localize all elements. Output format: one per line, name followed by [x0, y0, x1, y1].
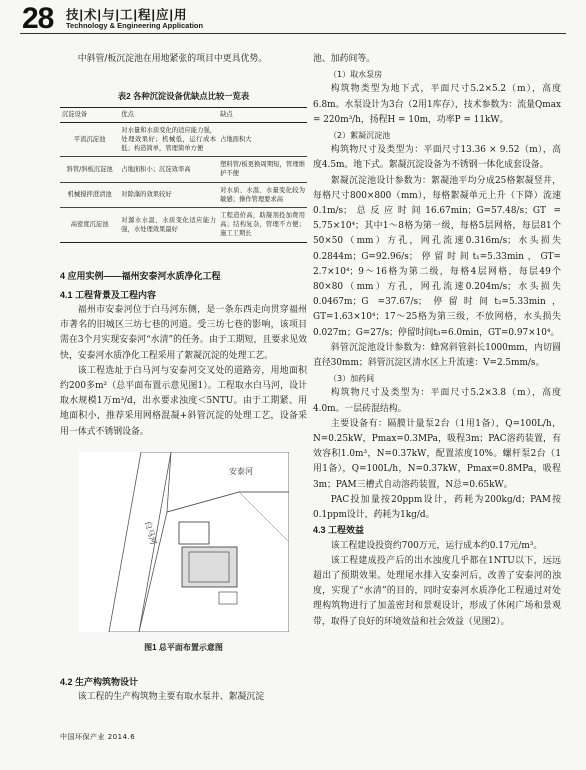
table-cell: 对水量和水质变化的适应能力强，处理效果好；机械低，运行成本低；构造简单，管理简单方便: [119, 122, 218, 157]
table-header-cell: 优点: [119, 108, 218, 122]
right-column: [313, 52, 561, 630]
intro-paragraph: 中斜管/板沉淀池在用地紧张的项目中更具优势。: [77, 54, 268, 64]
table-header-cell: 沉淀设备: [60, 108, 119, 122]
figure-label-antai-river: 安泰河: [228, 466, 253, 476]
paragraph-inclined-tube-params: 斜管沉淀池设计参数为：蜂窝斜管斜长1000mm，内切圆直径30mm；斜管沉淀区清水区上升流速：V=2.5mm/s。: [313, 342, 561, 369]
paragraph-flocculation-params: 絮凝沉淀池设计参数为：絮凝池平均分成25格絮凝竖井，每格尺寸800×800（mm），每格絮凝单元上升（下降）流速0.1m/s；总反应时间16.67min；G=57.48/s；GT = 5.75×10⁴；其中1～8格为第一级，每格5层网格，每层81个50×50（mm）方孔，网孔流速0.316m/s；水头损失0.2844m；G=92.96/s；停留时间t₁=5.33min，GT= 2.7×10⁴；9～16格为第二级，每格4层网格，每层49个80×80（mm）方孔，网孔流速0.204m/s；水头损失0.0467m；G =37.67/s；停留时间t₂=5.33min，GT=1.63×10⁴；17～25格为第三级，不放网格，水头损失0.027m；G=27/s；停留时间t₃=6.0min，GT=0.97×10⁴。: [313, 175, 561, 338]
paragraph-pump-house: 构筑物类型为地下式，平面尺寸5.2×5.2（m），高度6.8m。水泵设计为3台（2用1库存），技术参数为：流量Qmax = 220m³/h，扬程H = 10m，功率P = 11kW。: [313, 84, 561, 125]
table-cell: 高密度沉淀池: [60, 208, 119, 243]
site-plan-figure: [79, 452, 289, 632]
table-cell: 斜管/斜板沉淀池: [60, 157, 119, 182]
table-cell: 对水质、水温、水量变化较为敏感；操作管理要求高: [218, 182, 307, 207]
table-cell: 工程造价高，助凝剂投加费用高；结构复杂，管理不方便；施工工期长: [218, 208, 307, 243]
table-cell: 平流沉淀池: [60, 122, 119, 157]
section-title-cn: 技|术|与|工|程|应|用: [66, 8, 188, 22]
table-row: [60, 157, 307, 182]
table-cell: 对除藻的效果较好: [119, 182, 218, 207]
site-plan-drawing: [79, 452, 289, 632]
table-row: [60, 182, 307, 207]
page-number: 28: [22, 2, 54, 35]
table-caption: 表2 各种沉淀设备优缺点比较一览表: [117, 91, 250, 102]
table-header-cell: 缺点: [218, 108, 307, 122]
table-header-row: [60, 108, 307, 122]
table-cell: 占地面积大: [218, 122, 307, 157]
section-title-en: Technology & Engineering Application: [66, 21, 204, 30]
table-cell: 机械搅拌澄清池: [60, 182, 119, 207]
table-cell: 塑料管/板更换周期短，管理维护不便: [218, 157, 307, 182]
paragraph-site: 该工程选址于白马河与安泰河交叉处的道路旁，用地面积约200多m²（总平面布置示意见图1）。工程取水白马河，设计取水规模1万m³/d，出水要求浊度＜5NTU。由于工期紧、用地面积小，推荐采用网格混凝+斜管沉淀的处理工艺，设备采用一体式不锈钢设备。: [60, 365, 307, 437]
table-cell: 占地面积小；沉淀效率高: [119, 157, 218, 182]
table-row: [60, 208, 307, 243]
page-footer: 中国环保产业 2014.6: [60, 733, 136, 741]
figure-label-baima-river: 白马河: [142, 520, 158, 546]
subheading-pump-house: （1）取水泵房: [329, 70, 383, 80]
figure-1-caption: 图1 总平面布置示意图: [144, 642, 223, 652]
left-column: [60, 52, 307, 705]
paragraph-investment: 该工程建设投资约700万元，运行成本约0.17元/m³。: [330, 540, 543, 551]
subheading-dosing-room: （3）加药间: [329, 374, 375, 384]
paragraph-structures: 该工程的生产构筑物主要有取水泵井、絮凝沉淀: [77, 692, 265, 703]
header-rule: [20, 33, 566, 34]
paragraph-dosing-room: 构筑物尺寸及类型为：平面尺寸5.2×3.8（m），高度4.0m。一层砖混结构。: [313, 388, 561, 414]
subheading-flocculation-tank: （2）絮凝沉淀池: [329, 131, 391, 141]
paragraph-dosage: PAC投加量按20ppm设计，药耗为200kg/d；PAM按0.1ppm设计，药耗为1kg/d。: [313, 494, 561, 521]
paragraph-background: 福州市安泰河位于白马河东侧，是一条东西走向贯穿福州市著名的旧城区三坊七巷的河道。受三坊七巷的影响，该项目需在3个月实现安泰河“水清”的任务。由于工期短，且要求见效快，安泰河水质净化工程采用了絮凝沉淀的处理工艺。: [60, 305, 307, 361]
section-4-2-heading: 4.2 生产构筑物设计: [60, 677, 139, 688]
paragraph-benefits: 该工程建成投产后的出水浊度几乎都在1NTU以下，远远超出了预期效果。处理尾水排入安泰河后，改善了安泰河的浊度，实现了“水清”的目的，同时安泰河水质净化工程通过对处理构筑物进行了加盖密封和景观设计，形成了休闲广场和景观带，取得了良好的环境效益和社会效益（见图2）。: [313, 555, 561, 627]
table-row: [60, 122, 307, 157]
paragraph-continued: 池、加药间等。: [313, 54, 376, 64]
section-4-3-heading: 4.3 工程效益: [313, 525, 365, 536]
comparison-table: [60, 107, 307, 242]
section-4-1-heading: 4.1 工程背景及工程内容: [60, 289, 157, 300]
paragraph-tank-size: 构筑物尺寸及类型为：平面尺寸13.36 × 9.52（m），高度4.5m。地下式。絮凝沉淀设备为不锈钢一体化成套设备。: [313, 145, 561, 171]
table-cell: 对源水水温、水质变化适应能力强，水处理效果最好: [119, 208, 218, 243]
paragraph-equipment: 主要设备有：隔膜计量泵2台（1用1备），Q=100L/h，N=0.25kW，Pmax=0.3MPa，吸程3m；PAC溶药装置，有效容积1.0m³，N=0.37kW，配置浓度10%。螺杆泵2台（1用1备），Q=100L/h，N=0.37kW，Pmax=0.8MPa，吸程3m；PAM三槽式自动溶药装置，N总=0.65kW。: [313, 418, 561, 490]
section-4-heading: 4 应用实例——福州安泰河水质净化工程: [60, 270, 221, 281]
